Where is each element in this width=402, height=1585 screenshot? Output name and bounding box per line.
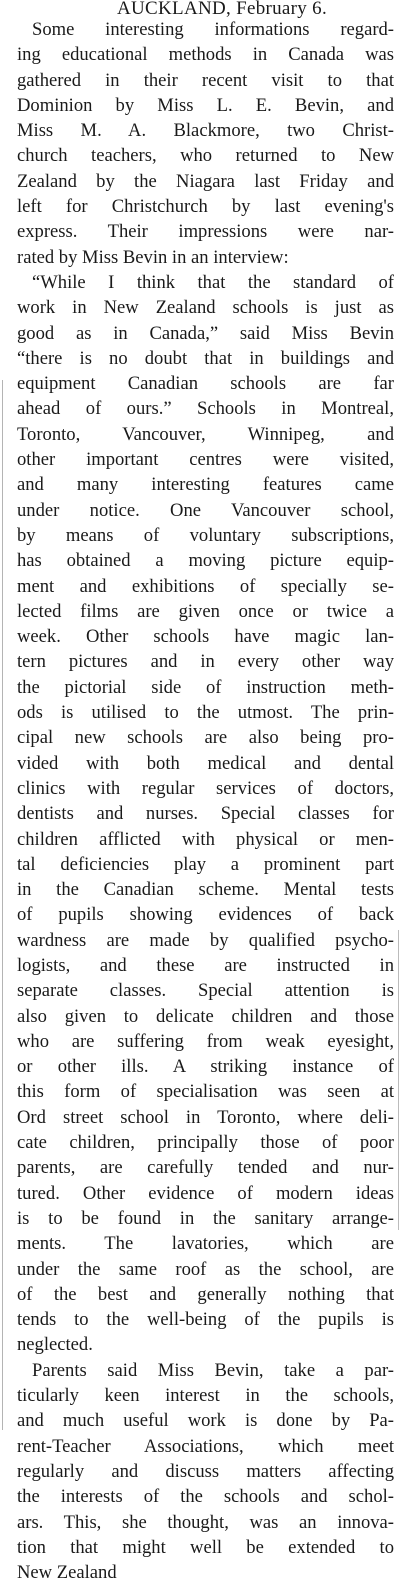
article-line: rated by Miss Bevin in an interview: <box>17 246 289 268</box>
column-rule-left <box>2 380 3 1430</box>
article-line: tured. Other evidence of modern ideas <box>17 1182 394 1204</box>
article-line: Dominion by Miss L. E. Bevin, and <box>17 94 394 116</box>
article-line: equipment Canadian schools are far <box>17 373 394 395</box>
article-line: cipal new schools are also being pro- <box>17 727 394 749</box>
article-line: neglected. <box>17 1334 93 1356</box>
article-line: also given to delicate children and those <box>17 1005 394 1027</box>
article-line: separate classes. Special attention is <box>17 980 394 1002</box>
article-line: tion that might well be extended to <box>17 1536 394 1558</box>
article-line: of pupils showing evidences of back <box>17 904 394 926</box>
article-line: the pictorial side of instruction meth- <box>17 676 394 698</box>
article-line: under notice. One Vancouver school, <box>17 499 394 521</box>
article-line: ments. The lavatories, which are <box>17 1233 394 1255</box>
article-line: logists, and these are instructed in <box>17 954 394 976</box>
article-line: church teachers, who returned to New <box>17 145 394 167</box>
article-line: ment and exhibitions of specially se- <box>17 575 394 597</box>
article-line: dentists and nurses. Special classes for <box>17 803 394 825</box>
article-line: Miss M. A. Blackmore, two Christ- <box>17 120 394 142</box>
article-line: under the same roof as the school, are <box>17 1258 394 1280</box>
article-line: and much useful work is done by Pa- <box>17 1410 394 1432</box>
article-line: tal deficiencies play a prominent part <box>17 853 394 875</box>
article-line: gathered in their recent visit to that <box>17 69 394 91</box>
article-line: express. Their impressions were nar- <box>17 221 394 243</box>
column-rule-right <box>398 930 399 1230</box>
article-body <box>17 17 394 1585</box>
article-line: lected films are given once or twice a <box>17 600 394 622</box>
article-line: ticularly keen interest in the schools, <box>17 1385 394 1407</box>
article-line: is to be found in the sanitary arrange- <box>17 1207 394 1229</box>
article-line: left for Christchurch by last evening's <box>17 196 394 218</box>
article-line: and many interesting features came <box>17 474 394 496</box>
article-line: Ord street school in Toronto, where deli- <box>17 1106 394 1128</box>
article-line: by means of voluntary subscriptions, <box>17 524 394 546</box>
article-line: Parents said Miss Bevin, take a par- <box>32 1359 394 1381</box>
article-line: week. Other schools have magic lan- <box>17 626 394 648</box>
article-line: ars. This, she thought, was an innova- <box>17 1511 394 1533</box>
article-paragraph <box>17 17 394 270</box>
article-line: Some interesting informations regard- <box>32 19 394 40</box>
article-line: wardness are made by qualified psycho- <box>17 929 394 951</box>
article-line: tern pictures and in every other way <box>17 651 394 673</box>
article-line: good as in Canada,” said Miss Bevin <box>17 322 394 344</box>
article-paragraph <box>17 270 394 1358</box>
article-line: clinics with regular services of doctors, <box>17 777 394 799</box>
dateline: AUCKLAND, February 6. <box>117 0 327 19</box>
article-line: ods is utilised to the utmost. The prin- <box>17 702 394 724</box>
article-line: Toronto, Vancouver, Winnipeg, and <box>17 423 394 445</box>
article-line: tends to the well-being of the pupils is <box>17 1309 394 1331</box>
article-line: vided with both medical and dental <box>17 752 394 774</box>
article-line: “there is no doubt that in buildings and <box>17 347 394 369</box>
article-line: cate children, principally those of poor <box>17 1132 394 1154</box>
article-line: regularly and discuss matters affecting <box>17 1460 394 1482</box>
article-line: this form of specialisation was seen at <box>17 1081 394 1103</box>
article-line: ahead of ours.” Schools in Montreal, <box>17 398 394 420</box>
article-line: or other ills. A striking instance of <box>17 1056 394 1078</box>
article-line: of the best and generally nothing that <box>17 1283 394 1305</box>
article-line: other important centres were visited, <box>17 449 394 471</box>
article-line: work in New Zealand schools is just as <box>17 297 394 319</box>
article-line: has obtained a moving picture equip- <box>17 550 394 572</box>
article-line: in the Canadian scheme. Mental tests <box>17 879 394 901</box>
article-line: Zealand by the Niagara last Friday and <box>17 170 394 192</box>
article-line: rent-Teacher Associations, which meet <box>17 1435 394 1457</box>
article-line: children afflicted with physical or men- <box>17 828 394 850</box>
article-line: ing educational methods in Canada was <box>17 44 394 66</box>
article-line: parents, are carefully tended and nur- <box>17 1157 394 1179</box>
article-line: who are suffering from weak eyesight, <box>17 1030 394 1052</box>
article-paragraph <box>17 1358 394 1585</box>
article-line: “While I think that the standard of <box>32 271 394 293</box>
article-line: the interests of the schools and schol- <box>17 1486 394 1508</box>
article-line: New Zealand <box>17 1562 117 1584</box>
